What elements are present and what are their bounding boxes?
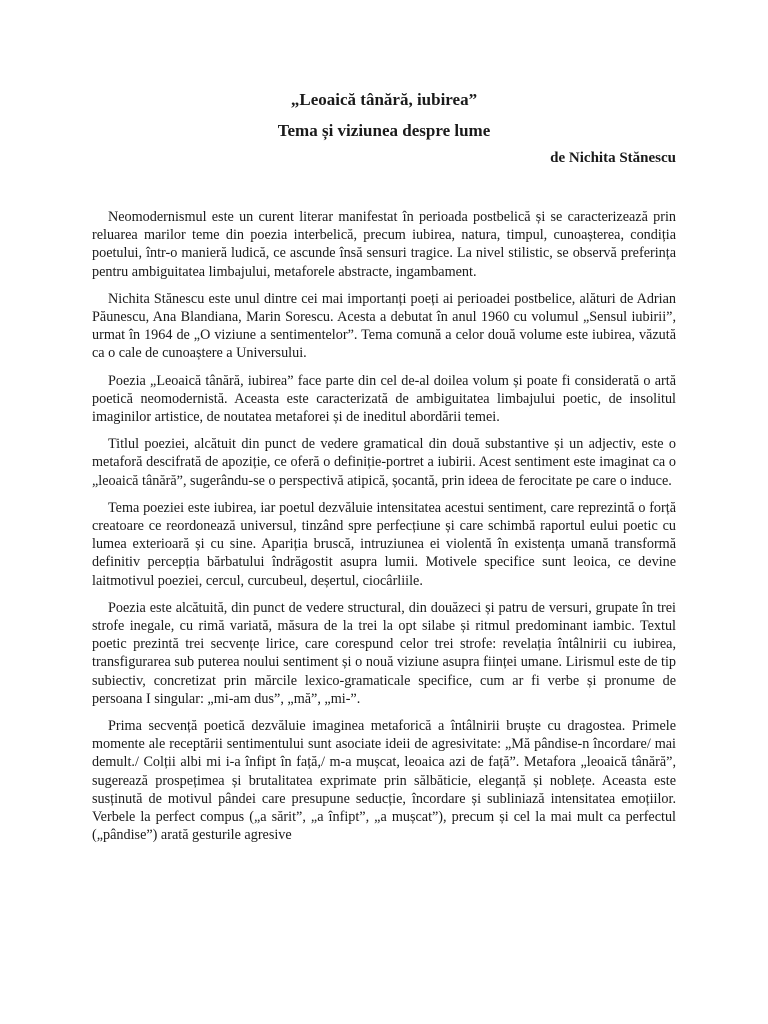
paragraph-author-context: Nichita Stănescu este unul dintre cei mai importanți poeți ai perioadei postbelice, alături de Adrian Păunescu, Ana Blandiana, Marin Sorescu. Acesta a debutat în anul 1960 cu volumul „Sensul iubirii”, urmat în 1964 de „O viziune a sentimentelor”. Tema comună a celor două volume este iubirea, văzută ca o cale de cunoaștere a Universului. bbox=[92, 290, 676, 362]
paragraph-intro-neomodernism: Neomodernismul este un curent literar manifestat în perioada postbelică și se caracterizează prin reluarea marilor teme din poezia interbelică, precum iubirea, natura, timpul, cunoașterea, condiția poetului, într-o manieră ludică, ce ascunde însă sensuri tragice. La nivel stilistic, se observă preferința pentru ambiguitatea limbajului, metaforele abstracte, ingambament. bbox=[92, 209, 676, 280]
document-author: de Nichita Stănescu bbox=[550, 150, 676, 166]
document-subtitle: Tema și viziunea despre lume bbox=[277, 121, 491, 140]
document-page bbox=[92, 90, 676, 854]
paragraph-poem-placement: Poezia „Leoaică tânără, iubirea” face parte din cel de-al doilea volum și poate fi considerată o artă poetică neomodernistă. Aceasta este caracterizată de ambiguitatea limbajului poetic, de insolitul imaginilor artistice, de noutatea metaforei și de ineditul abordării temei. bbox=[92, 372, 676, 426]
document-title: „Leoaică tânără, iubirea” bbox=[290, 90, 478, 109]
paragraph-title-analysis: Titlul poeziei, alcătuit din punct de vedere gramatical din două substantive și un adjectiv, este o metaforă descifrată de apoziție, ce oferă o definiție-portret a iubirii. Acest sentiment este imaginat ca o „leoaică tânără”, sugerându-se o perspectivă atipică, șocantă, prin ideea de ferocitate pe care o induce. bbox=[92, 436, 676, 489]
paragraph-theme: Tema poeziei este iubirea, iar poetul dezvăluie intensitatea acestui sentiment, care reprezintă o forță creatoare ce reordonează universul, tinzând spre perfecțiune și care schimbă raportul eului poetic cu lumea exterioară și cu sine. Apariția bruscă, intruziunea ei violentă în existența umană transformă definitiv percepția bărbatului îndrăgostit asupra lumii. Motivele specifice sunt leoica, ce devine laitmotivul poeziei, cercul, curcubeul, deșertul, ciocârliile. bbox=[92, 499, 676, 589]
paragraph-first-sequence: Prima secvență poetică dezvăluie imaginea metaforică a întâlnirii bruște cu dragostea. Primele momente ale receptării sentimentului sunt asociate ideii de agresivitate: „Mă pândise-n încordare/ mai demult./ Colții albi mi i-a înfipt în față,/ m-a mușcat, leoaica azi de față”. Metafora „leoaică tânără”, sugerează prospețimea și brutalitatea exprimate prin sălbăticie, eleganță și noblețe. Aceasta este susținută de motivul pândei care presupune seducție, încordare și subliniază intensitatea emoțiilor. Verbele la perfect compus („a sărit”, „a înfipt”, „a mușcat”), precum și cel la mai mult ca perfectul („pândise”) arată gesturile agresive bbox=[92, 718, 676, 844]
paragraph-structure: Poezia este alcătuită, din punct de vedere structural, din douăzeci și patru de versuri, grupate în trei strofe inegale, cu rimă variată, măsura de la trei la opt silabe și ritmul predominant iambic. Textul poetic prezintă trei secvențe lirice, care corespund celor trei strofe: revelația întâlnirii cu iubirea, transfigurarea sub puterea noului sentiment și o nouă viziune asupra ființei umane. Lirismul este de tip subiectiv, concretizat prin mărcile lexico-gramaticale specifice, cum ar fi verbe și pronume de persoana I singular: „mi-am dus”, „mă”, „mi-”. bbox=[92, 599, 676, 707]
